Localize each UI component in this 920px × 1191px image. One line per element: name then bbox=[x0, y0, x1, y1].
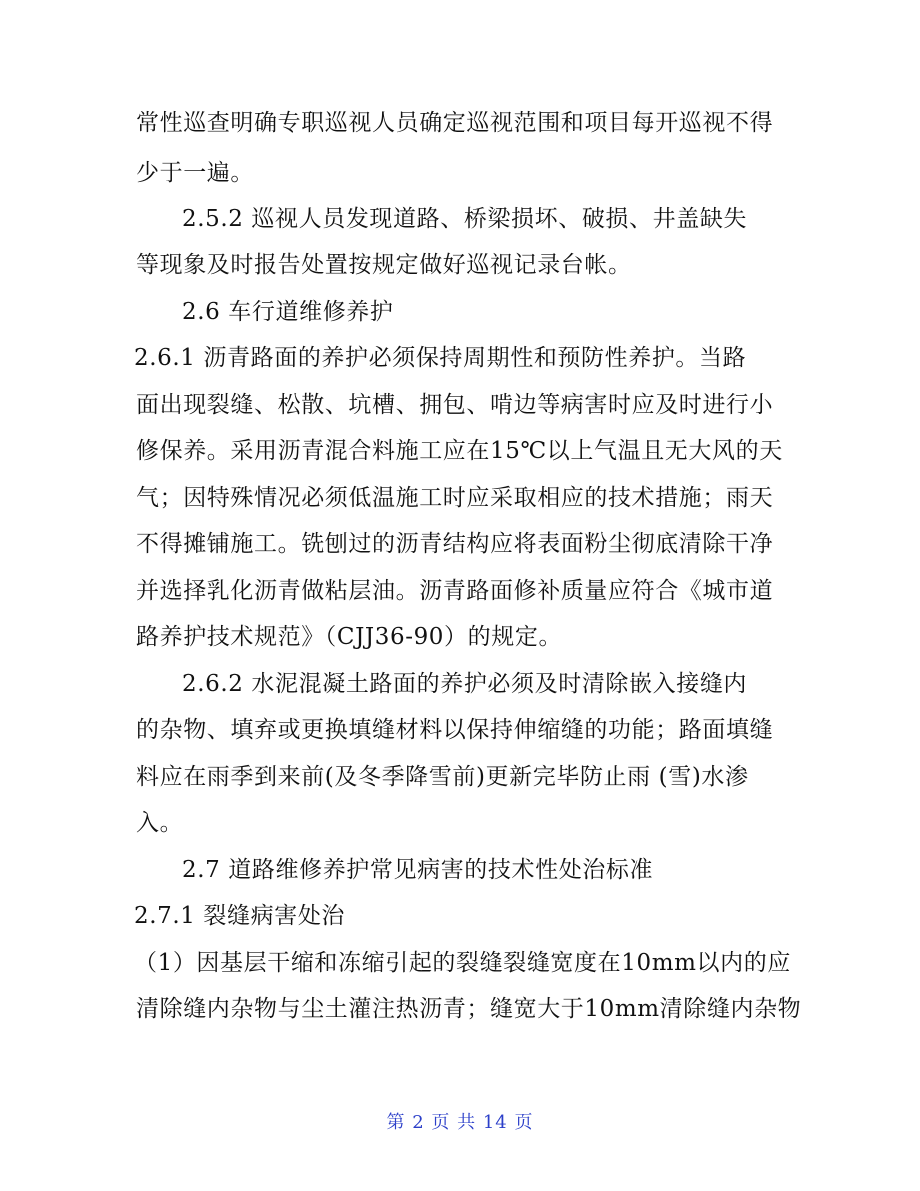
text-line: 清除缝内杂物与尘土灌注热沥青；缝宽大于10mm清除缝内杂物 bbox=[136, 996, 802, 1022]
text-line: 常性巡查明确专职巡视人员确定巡视范围和项目每开巡视不得 bbox=[136, 110, 774, 136]
section-2-5-2: 2.5.2 巡视人员发现道路、桥梁损坏、破损、井盖缺失 bbox=[182, 206, 748, 232]
text-line: 路养护技术规范》（CJJ36-90）的规定。 bbox=[136, 624, 563, 650]
text-line: 不得摊铺施工。铣刨过的沥青结构应将表面粉尘彻底清除干净 bbox=[136, 531, 774, 557]
text-line: 并选择乳化沥青做粘层油。沥青路面修补质量应符合《城市道 bbox=[136, 578, 774, 604]
page-number-footer: 第 2 页 共 14 页 bbox=[386, 1112, 534, 1133]
text-line: 料应在雨季到来前(及冬季降雪前)更新完毕防止雨 (雪)水渗 bbox=[136, 764, 749, 790]
heading-2-6: 2.6 车行道维修养护 bbox=[182, 299, 394, 325]
text-line: 的杂物、填弃或更换填缝材料以保持伸缩缝的功能；路面填缝 bbox=[136, 717, 774, 743]
text-line: 等现象及时报告处置按规定做好巡视记录台帐。 bbox=[136, 252, 632, 278]
heading-2-7: 2.7 道路维修养护常见病害的技术性处治标准 bbox=[182, 857, 654, 883]
text-line: 入。 bbox=[136, 810, 184, 836]
text-line: 少于一遍。 bbox=[136, 160, 254, 186]
section-2-6-2: 2.6.2 水泥混凝土路面的养护必须及时清除嵌入接缝内 bbox=[182, 671, 748, 697]
list-item-1: （1）因基层干缩和冻缩引起的裂缝裂缝宽度在10mm以内的应 bbox=[134, 950, 791, 976]
text-line: 修保养。采用沥青混合料施工应在15℃以上气温且无大风的天 bbox=[136, 438, 783, 464]
section-2-7-1: 2.7.1 裂缝病害处治 bbox=[134, 903, 346, 929]
section-2-6-1: 2.6.1 沥青路面的养护必须保持周期性和预防性养护。当路 bbox=[134, 345, 747, 371]
text-line: 气；因特殊情况必须低温施工时应采取相应的技术措施；雨天 bbox=[136, 485, 774, 511]
text-line: 面出现裂缝、松散、坑槽、拥包、啃边等病害时应及时进行小 bbox=[136, 392, 774, 418]
